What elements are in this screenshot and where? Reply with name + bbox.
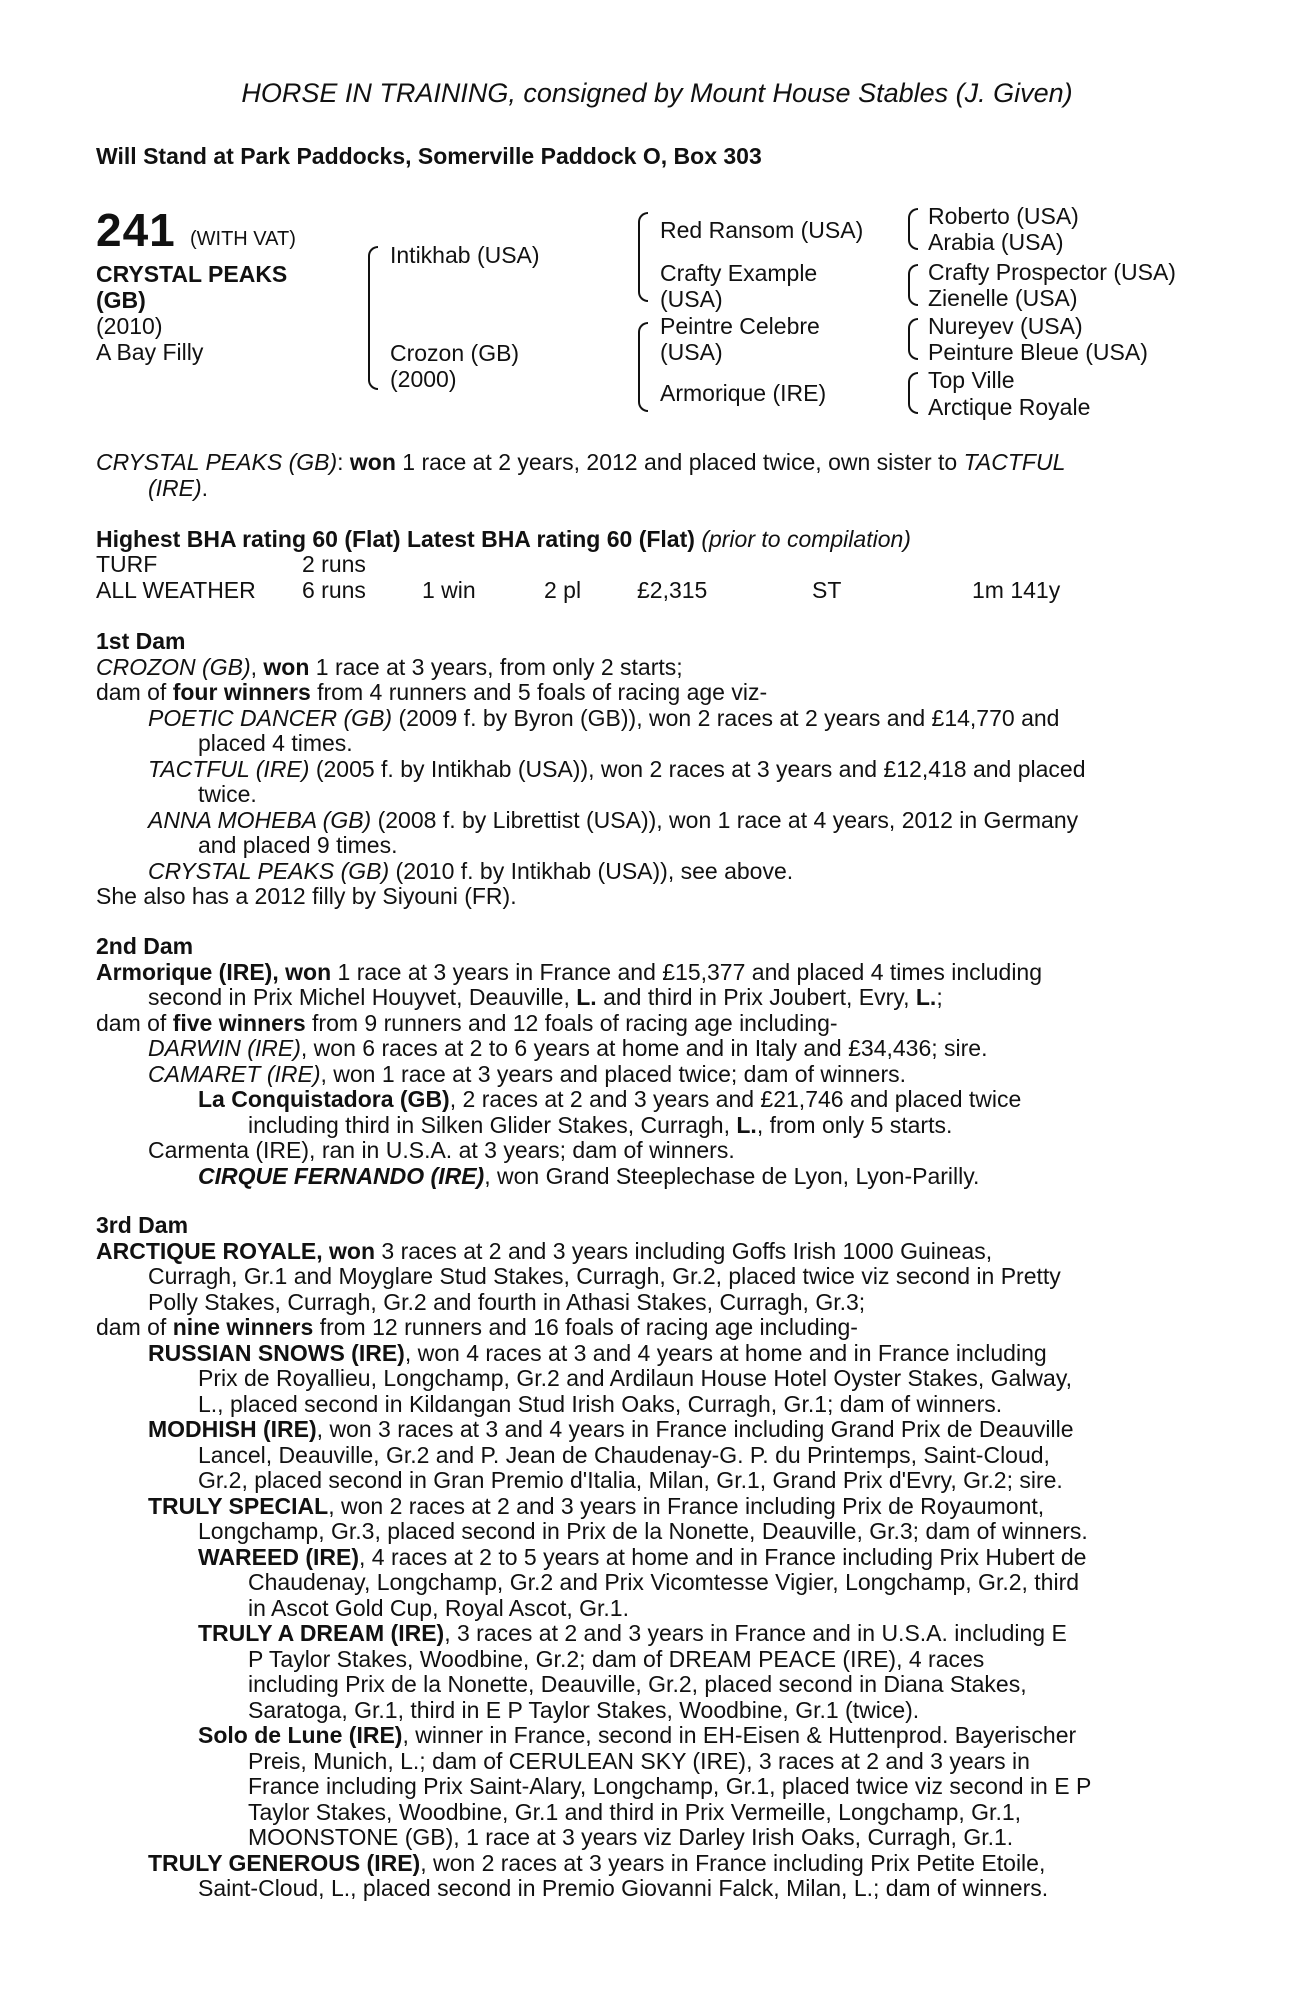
- first-dam-winners: four winners: [172, 679, 311, 705]
- dam-sire-line1: Peintre Celebre: [660, 313, 820, 339]
- aw-placed: 2 pl: [544, 577, 582, 603]
- russian-snows-text: , won 4 races at 3 and 4 years at home and in France including: [404, 1339, 1047, 1366]
- second-dam-line2c: ;: [936, 984, 943, 1010]
- ratings-label: Highest BHA rating 60 (Flat) Latest BHA rating 60 (Flat): [96, 526, 695, 552]
- ped-ddd: Arctique Royale: [928, 394, 1091, 420]
- progeny-name: CRYSTAL PEAKS (GB): [148, 857, 390, 884]
- summary-name: CRYSTAL PEAKS (GB): [96, 449, 338, 475]
- aw-distance: 1m 141y: [972, 577, 1061, 603]
- second-dam-heading: 2nd Dam: [96, 933, 194, 959]
- progeny-text2: placed 4 times.: [198, 730, 353, 756]
- second-dam-line2a: second in Prix Michel Houyvet, Deauville,: [148, 984, 577, 1010]
- solo-de-lune-text: Preis, Munich, L.; dam of CERULEAN SKY (IRE), 3 races at 2 and 3 years in: [248, 1747, 1030, 1774]
- wareed-name: WAREED (IRE): [198, 1543, 359, 1570]
- second-dam-winners: five winners: [172, 1009, 306, 1036]
- wareed-text: in Ascot Gold Cup, Royal Ascot, Gr.1.: [248, 1594, 629, 1621]
- russian-snows-name: RUSSIAN SNOWS (IRE): [148, 1339, 405, 1366]
- progeny-text2: twice.: [198, 781, 257, 807]
- first-dam-foals: from 4 runners and 5 foals of racing age viz-: [310, 679, 768, 705]
- modhish-text: Gr.2, placed second in Gran Premio d'Italia, Milan, Gr.1, Grand Prix d'Evry, Gr.2; sire.: [198, 1467, 1063, 1493]
- dam-dam: Armorique (IRE): [660, 380, 827, 406]
- second-dam-foals: from 9 runners and 12 foals of racing age including-: [305, 1009, 838, 1036]
- russian-snows-text: Prix de Royallieu, Longchamp, Gr.2 and Ardilaun House Hotel Oyster Stakes, Galway,: [198, 1365, 1073, 1391]
- progeny-name: POETIC DANCER (GB): [148, 704, 393, 731]
- solo-de-lune-text: MOONSTONE (GB), 1 race at 3 years viz Darley Irish Oaks, Curragh, Gr.1.: [248, 1824, 1014, 1850]
- summary-sister: TACTFUL: [963, 449, 1066, 475]
- listed-marker: L.: [915, 984, 937, 1010]
- ped-sss: Roberto (USA): [928, 203, 1079, 229]
- truly-generous-text: Saint-Cloud, L., placed second in Premio Giovanni Falck, Milan, L.; dam of winners.: [198, 1875, 1049, 1901]
- first-dam-also: She also has a 2012 filly by Siyouni (FR).: [96, 883, 517, 909]
- third-dam-line: Curragh, Gr.1 and Moyglare Stud Stakes, Curragh, Gr.2, placed twice viz second in Pretty: [148, 1263, 1061, 1289]
- wareed-text: , 4 races at 2 to 5 years at home and in France including Prix Hubert de: [359, 1543, 1087, 1570]
- cirque-text: , won Grand Steeplechase de Lyon, Lyon-Parilly.: [484, 1162, 980, 1189]
- pedigree-brace-ds: [908, 318, 918, 360]
- solo-de-lune-text: Taylor Stakes, Woodbine, Gr.1 and third in Prix Vermeille, Longchamp, Gr.1,: [248, 1798, 1022, 1825]
- conquistadora-text2a: including third in Silken Glider Stakes, Curragh,: [248, 1111, 737, 1138]
- conquistadora-text2b: , from only 5 starts.: [756, 1111, 953, 1138]
- wareed-text: Chaudenay, Longchamp, Gr.2 and Prix Vicomtesse Vigier, Longchamp, Gr.2, third: [248, 1569, 1080, 1595]
- ratings-note: (prior to compilation): [701, 526, 911, 552]
- darwin-text: , won 6 races at 2 to 6 years at home and in Italy and £34,436; sire.: [300, 1035, 988, 1061]
- ped-ssd: Arabia (USA): [928, 229, 1064, 255]
- progeny-name: ANNA MOHEBA (GB): [148, 806, 372, 833]
- truly-a-dream-text: , 3 races at 2 and 3 years in France and in U.S.A. including E: [444, 1620, 1067, 1646]
- third-dam-foals: from 12 runners and 16 foals of racing age including-: [313, 1314, 858, 1340]
- turf-label: TURF: [96, 551, 158, 577]
- listed-marker: L.: [736, 1111, 757, 1138]
- conquistadora-text: , 2 races at 2 and 3 years and £21,746 and placed twice: [449, 1086, 1022, 1112]
- horse-year: (2010): [96, 313, 163, 339]
- truly-a-dream-text: including Prix de la Nonette, Deauville, Gr.2, placed second in Diana Stakes,: [248, 1671, 1027, 1697]
- ped-dss: Nureyev (USA): [928, 313, 1083, 339]
- modhish-text: Lancel, Deauville, Gr.2 and P. Jean de Chaudenay-G. P. du Printemps, Saint-Cloud,: [198, 1441, 1050, 1468]
- sire-name: Intikhab (USA): [390, 242, 540, 268]
- truly-generous-text: , won 2 races at 3 years in France including Prix Petite Etoile,: [420, 1849, 1046, 1876]
- horse-name: CRYSTAL PEAKS: [96, 261, 288, 287]
- summary-end: .: [201, 474, 209, 501]
- vat-label: (WITH VAT): [190, 228, 296, 250]
- conquistadora-name: La Conquistadora (GB): [198, 1086, 450, 1112]
- carmenta-line: Carmenta (IRE), ran in U.S.A. at 3 years; dam of winners.: [148, 1137, 735, 1163]
- truly-special-text: , won 2 races at 2 and 3 years in France including Prix de Royaumont,: [328, 1492, 1045, 1519]
- first-dam-name: CROZON (GB): [96, 653, 251, 680]
- sire-dam-line2: (USA): [660, 286, 723, 312]
- third-dam-won: won: [329, 1237, 376, 1264]
- ped-dsd: Peinture Bleue (USA): [928, 339, 1148, 365]
- solo-de-lune-text: France including Prix Saint-Alary, Longchamp, Gr.1, placed twice viz second in E P: [248, 1773, 1092, 1799]
- truly-a-dream-text: P Taylor Stakes, Woodbine, Gr.2; dam of DREAM PEACE (IRE), 4 races: [248, 1645, 985, 1672]
- sire-dam-line1: Crafty Example: [660, 260, 818, 286]
- dam-name: Crozon (GB): [390, 340, 520, 366]
- darwin-name: DARWIN (IRE): [148, 1035, 301, 1061]
- aw-earnings: £2,315: [637, 577, 708, 603]
- cirque-name: CIRQUE FERNANDO (IRE): [198, 1162, 485, 1189]
- second-dam-line2b: and third in Prix Joubert, Evry,: [596, 984, 916, 1010]
- page-title: HORSE IN TRAINING, consigned by Mount House Stables (J. Given): [241, 78, 1073, 108]
- ped-dds: Top Ville: [928, 367, 1015, 393]
- dam-year: (2000): [390, 366, 457, 392]
- second-dam-won: won: [285, 958, 332, 985]
- third-dam-damof: dam of: [96, 1314, 173, 1340]
- camaret-text: , won 1 race at 3 years and placed twice; dam of winners.: [320, 1060, 907, 1087]
- horse-description: A Bay Filly: [96, 339, 204, 365]
- first-dam-heading: 1st Dam: [96, 628, 186, 654]
- progeny-text2: and placed 9 times.: [198, 832, 398, 858]
- second-dam-name: Armorique (IRE): [96, 958, 273, 985]
- progeny-text: (2008 f. by Librettist (USA)), won 1 race at 4 years, 2012 in Germany: [371, 806, 1079, 833]
- truly-special-name: TRULY SPECIAL: [148, 1492, 329, 1519]
- solo-de-lune-text: , winner in France, second in EH-Eisen & Huttenprod. Bayerischer: [402, 1722, 1077, 1748]
- truly-a-dream-text: Saratoga, Gr.1, third in E P Taylor Stakes, Woodbine, Gr.1 (twice).: [248, 1696, 920, 1723]
- dam-sire-line2: (USA): [660, 339, 723, 365]
- progeny-name: TACTFUL (IRE): [148, 755, 310, 782]
- horse-origin: (GB): [96, 287, 146, 313]
- aw-surface: ST: [812, 577, 842, 603]
- first-dam-won: won: [263, 653, 310, 680]
- summary: CRYSTAL PEAKS (GB): won 1 race at 2 years, 2012 and placed twice, own sister to TACTFUL (IRE).: [96, 449, 1066, 501]
- turf-runs: 2 runs: [302, 551, 366, 577]
- modhish-text: , won 3 races at 3 and 4 years in France including Grand Prix de Deauville: [316, 1416, 1074, 1442]
- truly-generous-name: TRULY GENEROUS (IRE): [148, 1849, 421, 1876]
- pedigree-brace-dam: [638, 322, 648, 412]
- second-dam-section: 2nd Dam Armorique (IRE), won 1 race at 3 years in France and £15,377 and placed 4 times including second in Prix Michel Houyvet, Deauville, L. and third in Prix Joubert, Evry, L.; dam of five winners from 9 runners and 12 foals of racing age including- DARWIN (IRE), won 6 races at 2 to 6 years at home and in Italy and £34,436; sire. CAMARET (IRE), won 1 race at 3 years and placed twice; dam of winners. La Conquistadora (GB), 2 races at 2 and 3 years and £21,746 and placed twice including third in Silken Glider Stakes, Curragh, L., from only 5 starts. Carmenta (IRE), ran in U.S.A. at 3 years; dam of winners. CIRQUE FERNANDO (IRE), won Grand Steeplechase de Lyon, Lyon-Parilly.: [96, 934, 1202, 1189]
- summary-sister-origin: (IRE): [148, 474, 202, 501]
- russian-snows-text: L., placed second in Kildangan Stud Irish Oaks, Curragh, Gr.1; dam of winners.: [198, 1390, 1003, 1417]
- summary-text: 1 race at 2 years, 2012 and placed twice, own sister to: [395, 449, 964, 475]
- pedigree-brace-dd: [908, 372, 918, 414]
- first-dam-text: 1 race at 3 years, from only 2 starts;: [309, 653, 683, 680]
- sire-sire: Red Ransom (USA): [660, 217, 864, 243]
- third-dam-heading: 3rd Dam: [96, 1212, 189, 1238]
- third-dam-section: 3rd Dam ARCTIQUE ROYALE, won 3 races at 2 and 3 years including Goffs Irish 1000 Guineas, Curragh, Gr.1 and Moyglare Stud Stakes, Curragh, Gr.2, placed twice viz second in Pretty Polly Stakes, Curragh, Gr.2 and fourth in Athasi Stakes, Curragh, Gr.3; dam of nine winners from 12 runners and 16 foals of racing age including- RUSSIAN SNOWS (IRE), won 4 races at 3 and 4 years at home and in France including Prix de Royallieu, Longchamp, Gr.2 and Ardilaun House Hotel Oyster Stakes, Galway, L., placed second in Kildangan Stud Irish Oaks, Curragh, Gr.1; dam of winners. MODHISH (IRE), won 3 races at 3 and 4 years in France including Grand Prix de Deauville Lancel, Deauville, Gr.2 and P. Jean de Chaudenay-G. P. du Printemps, Saint-Cloud, Gr.2, placed second in Gran Premio d'Italia, Milan, Gr.1, Grand Prix d'Evry, Gr.2; sire. TRULY SPECIAL, won 2 races at 2 and 3 years in France including Prix de Royaumont, Longchamp, Gr.3, placed second in Prix de la Nonette, Deauville, Gr.3; dam of winners. WAREED (IRE), 4 races at 2 to 5 years at home and in France including Prix Hubert de Chaudenay, Longchamp, Gr.2 and Prix Vicomtesse Vigier, Longchamp, Gr.2, third in Ascot Gold Cup, Royal Ascot, Gr.1. TRULY A DREAM (IRE), 3 races at 2 and 3 years in France and in U.S.A. including E P Taylor Stakes, Woodbine, Gr.2; dam of DREAM PEACE (IRE), 4 races including Prix de la Nonette, Deauville, Gr.2, placed second in Diana Stakes, Saratoga, Gr.1, third in E P Taylor Stakes, Woodbine, Gr.1 (twice). Solo de Lune (IRE), winner in France, second in EH-Eisen & Huttenprod. Bayerischer Preis, Munich, L.; dam of CERULEAN SKY (IRE), 3 races at 2 and 3 years in France including Prix Saint-Alary, Longchamp, Gr.1, placed twice viz second in E P Taylor Stakes, Woodbine, Gr.1 and third in Prix Vermeille, Longchamp, Gr.1, MOONSTONE (GB), 1 race at 3 years viz Darley Irish Oaks, Curragh, Gr.1. TRULY GENEROUS (IRE), won 2 races at 3 years in France including Prix Petite Etoile, Saint-Cloud, L., placed second in Premio Giovanni Falck, Milan, L.; dam of winners.: [96, 1213, 1202, 1902]
- aw-wins: 1 win: [422, 577, 476, 603]
- pedigree-brace-ss: [908, 208, 918, 250]
- progeny-text: (2010 f. by Intikhab (USA)), see above.: [389, 857, 794, 884]
- ped-sdd: Zienelle (USA): [928, 285, 1078, 311]
- third-dam-name: ARCTIQUE ROYALE: [96, 1237, 317, 1264]
- third-dam-line: Polly Stakes, Curragh, Gr.2 and fourth in Athasi Stakes, Curragh, Gr.3;: [148, 1288, 866, 1315]
- aw-runs: 6 runs: [302, 577, 366, 603]
- ratings-line: [96, 527, 911, 553]
- first-dam-damof: dam of: [96, 679, 173, 705]
- third-dam-winners: nine winners: [172, 1314, 314, 1340]
- ped-sds: Crafty Prospector (USA): [928, 259, 1176, 285]
- first-dam-section: 1st Dam CROZON (GB), won 1 race at 3 years, from only 2 starts; dam of four winners from 4 runners and 5 foals of racing age viz- POETIC DANCER (GB) (2009 f. by Byron (GB)), won 2 races at 2 years and £14,770 and placed 4 times. TACTFUL (IRE) (2005 f. by Intikhab (USA)), won 2 races at 3 years and £12,418 and placed twice. ANNA MOHEBA (GB) (2008 f. by Librettist (USA)), won 1 race at 4 years, 2012 in Germany and placed 9 times. CRYSTAL PEAKS (GB) (2010 f. by Intikhab (USA)), see above. She also has a 2012 filly by Siyouni (FR).: [96, 629, 1202, 910]
- stand-location: Will Stand at Park Paddocks, Somerville Paddock O, Box 303: [96, 143, 762, 169]
- progeny-text: (2005 f. by Intikhab (USA)), won 2 races at 3 years and £12,418 and placed: [309, 755, 1086, 782]
- truly-a-dream-name: TRULY A DREAM (IRE): [198, 1620, 445, 1646]
- solo-de-lune-name: Solo de Lune (IRE): [198, 1722, 403, 1748]
- camaret-name: CAMARET (IRE): [148, 1060, 321, 1087]
- pedigree-brace-sd: [908, 264, 918, 306]
- lot-number: 241: [96, 204, 176, 256]
- second-dam-damof: dam of: [96, 1009, 173, 1036]
- modhish-name: MODHISH (IRE): [148, 1416, 317, 1442]
- third-dam-line: 3 races at 2 and 3 years including Goffs Irish 1000 Guineas,: [375, 1237, 993, 1264]
- pedigree-brace-sire: [638, 212, 648, 302]
- progeny-text: (2009 f. by Byron (GB)), won 2 races at 2 years and £14,770 and: [392, 704, 1060, 731]
- second-dam-line1: 1 race at 3 years in France and £15,377 and placed 4 times including: [331, 958, 1043, 985]
- truly-special-text: Longchamp, Gr.3, placed second in Prix de la Nonette, Deauville, Gr.3; dam of winners.: [198, 1518, 1088, 1544]
- pedigree-brace-main: [368, 246, 378, 390]
- aw-label: ALL WEATHER: [96, 577, 256, 603]
- summary-won: won: [349, 449, 396, 475]
- listed-marker: L.: [576, 984, 597, 1010]
